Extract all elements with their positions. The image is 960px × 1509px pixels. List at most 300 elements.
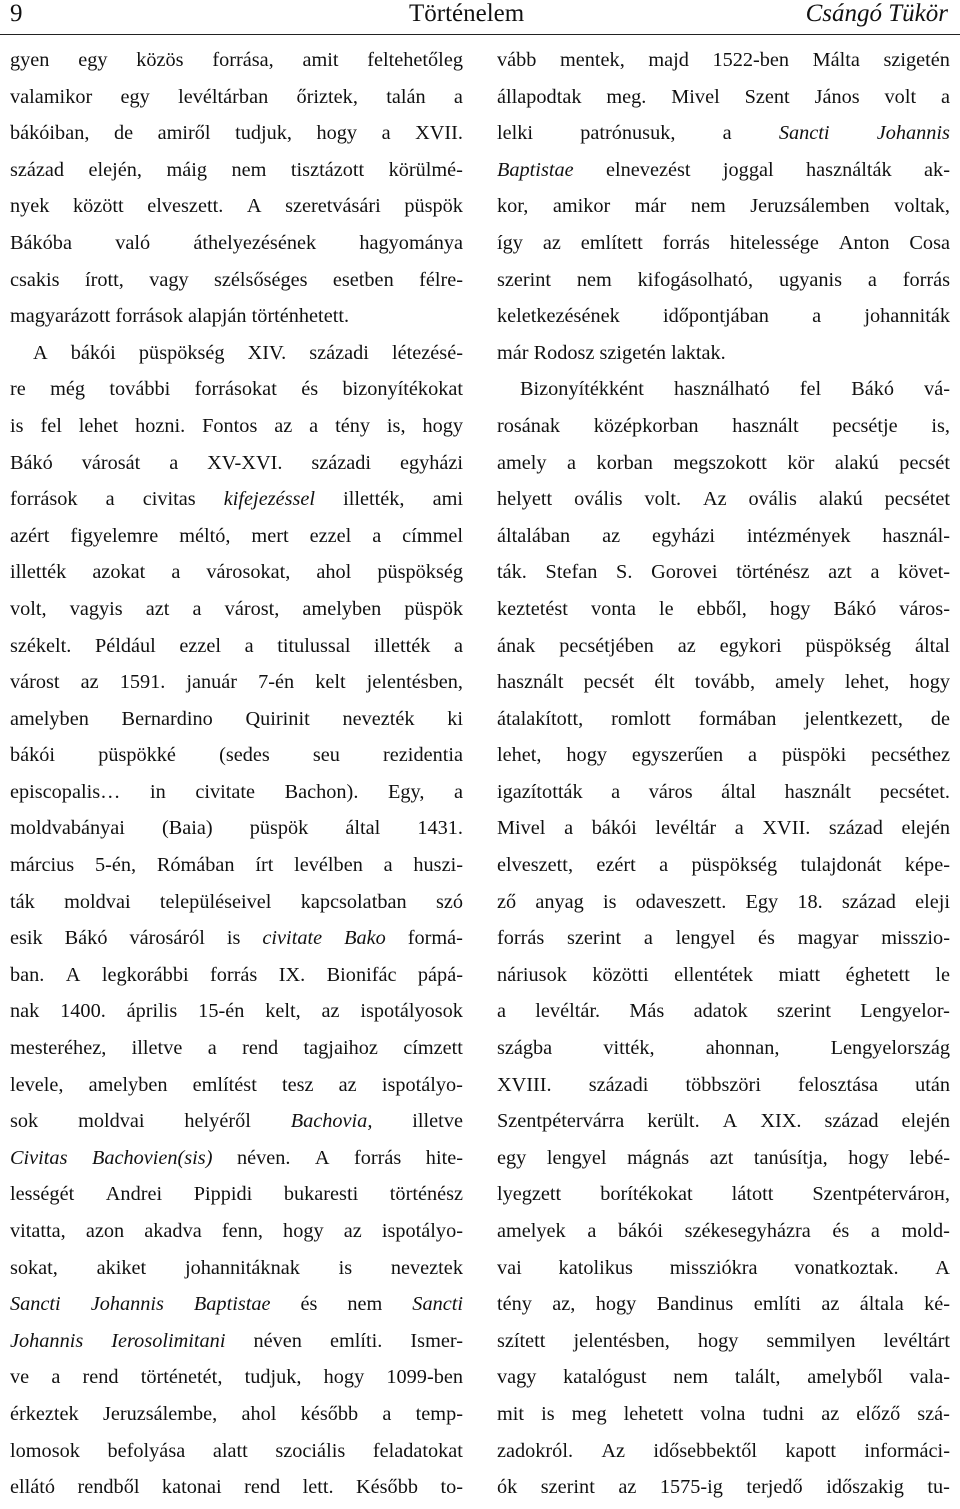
- word: forrása,: [212, 49, 274, 71]
- word: Rodosz: [533, 341, 600, 364]
- text-line: [10, 518, 463, 555]
- word: a: [734, 817, 744, 840]
- word: fel: [40, 414, 62, 437]
- text-line: [10, 1030, 463, 1067]
- word: egy: [120, 85, 150, 108]
- word: eleji: [915, 890, 950, 913]
- word: az: [602, 524, 621, 547]
- word: Andrei: [105, 1183, 163, 1206]
- word: századi: [309, 341, 369, 364]
- text-line: [10, 554, 463, 591]
- word: század: [10, 158, 65, 181]
- word: forrás: [210, 963, 258, 986]
- word: a: [453, 634, 463, 657]
- word: azért: [10, 524, 50, 547]
- word: ispotályo-: [381, 1220, 463, 1242]
- word: körülmé-: [388, 158, 463, 181]
- word: város-: [899, 597, 950, 620]
- word: lehet: [78, 414, 119, 437]
- word: voltak,: [894, 195, 950, 218]
- word: követ-: [898, 561, 950, 584]
- word: ké-: [924, 1293, 950, 1316]
- word: szerint: [776, 1000, 831, 1023]
- word: 1522-ben: [712, 49, 790, 71]
- word: S.: [616, 561, 633, 584]
- word: ovális: [748, 488, 797, 511]
- word: azt: [828, 561, 852, 584]
- word: Stefan: [545, 561, 598, 584]
- word: egyszerűen: [631, 744, 724, 767]
- word: tagjaihoz: [303, 1037, 378, 1060]
- word: Lengyelor-: [860, 1000, 950, 1023]
- text-line: [497, 1030, 950, 1067]
- word: tovább,: [694, 671, 756, 694]
- word: seu: [312, 744, 340, 767]
- word: egy: [497, 1146, 527, 1169]
- word: 5-én,: [94, 854, 137, 877]
- word: kelt,: [265, 1000, 301, 1023]
- word: gyen: [10, 49, 50, 71]
- word: elveszett,: [497, 854, 574, 877]
- word: rosának: [497, 414, 561, 437]
- word: XIX.: [760, 1110, 802, 1133]
- word: helyéről: [184, 1110, 251, 1133]
- text-line: [497, 1213, 950, 1250]
- word: hitelessége: [729, 231, 819, 254]
- word: 15-én: [198, 1000, 245, 1023]
- word: Bernardino: [121, 707, 213, 730]
- word: hogy: [697, 1329, 739, 1352]
- word: mold-: [901, 1220, 950, 1242]
- word: szerint: [567, 927, 622, 950]
- word: még: [50, 378, 86, 401]
- word: in: [149, 780, 166, 803]
- word: (Baia): [161, 817, 213, 840]
- word: feladatokat: [372, 1439, 463, 1462]
- word: való: [115, 231, 151, 254]
- word: vitatta,: [10, 1220, 66, 1242]
- word: re: [10, 378, 26, 401]
- word: hogy: [848, 1146, 889, 1169]
- word: lelki: [497, 122, 534, 145]
- word: bákói: [10, 744, 56, 767]
- word: rend: [242, 1037, 279, 1060]
- word: a: [940, 85, 950, 108]
- text-line: [497, 1176, 950, 1213]
- word: ók: [497, 1476, 518, 1499]
- word: Bákó: [851, 378, 894, 401]
- word: 1575-ig: [659, 1476, 723, 1499]
- word: nem: [347, 1293, 383, 1316]
- word: a: [722, 122, 732, 145]
- word: jelentésben,: [573, 1329, 670, 1352]
- word: tulajdonát: [800, 854, 882, 877]
- word: illették: [374, 634, 431, 657]
- word: elején: [901, 817, 950, 840]
- word: rend: [82, 1366, 119, 1389]
- word: János: [814, 85, 860, 108]
- word: A: [935, 1256, 950, 1279]
- text-line: [497, 810, 950, 847]
- word: a: [382, 1402, 392, 1425]
- page-header: [0, 0, 960, 35]
- word: adatok: [693, 1000, 748, 1023]
- word: lyegzett: [497, 1183, 562, 1206]
- text-line: [497, 188, 950, 225]
- word: a: [51, 1366, 61, 1389]
- word: Bákó: [833, 597, 877, 620]
- word: amelyben: [302, 597, 382, 620]
- word: a: [453, 780, 463, 803]
- word: egyházi: [399, 451, 463, 474]
- word: forrásokat: [194, 378, 277, 401]
- word: korban: [596, 451, 653, 474]
- word: alatt: [212, 1439, 248, 1462]
- word: forrás: [354, 1146, 402, 1169]
- word: hagyománya: [359, 231, 463, 254]
- word: tisztázott: [290, 158, 365, 181]
- word: említi: [753, 1293, 802, 1316]
- word: várost,: [224, 597, 280, 620]
- word: Bachon).: [284, 780, 359, 803]
- word: forrás: [902, 268, 950, 291]
- word: Bákó: [64, 927, 108, 950]
- word: amit: [302, 49, 339, 71]
- word: vonatkoztak.: [794, 1256, 899, 1279]
- text-line: [497, 1250, 950, 1287]
- word: hite-: [425, 1146, 463, 1169]
- text-line: [10, 1323, 463, 1360]
- word: volt.: [644, 488, 682, 511]
- text-line: [10, 298, 463, 335]
- word: Szentpétervárон,: [812, 1183, 950, 1206]
- word: félre-: [419, 268, 463, 291]
- word: bákói: [70, 341, 116, 364]
- word: 1591.: [119, 671, 166, 694]
- italic-word: Johannis: [10, 1329, 84, 1352]
- word: ak-: [924, 158, 950, 181]
- word: anyag: [535, 890, 584, 913]
- word: romlott: [611, 707, 671, 730]
- word: középkorban: [593, 414, 699, 437]
- word: A: [722, 1110, 738, 1133]
- text-line: [10, 371, 463, 408]
- word: az: [338, 1073, 357, 1096]
- text-line: [497, 1140, 950, 1177]
- word: püspök: [249, 817, 309, 840]
- text-line: [10, 1286, 463, 1323]
- word: vonta: [590, 597, 637, 620]
- text-line: [10, 1469, 463, 1506]
- word: a: [587, 1220, 597, 1242]
- word: után: [915, 1073, 950, 1096]
- word: városokat,: [206, 561, 291, 584]
- word: sokat,: [10, 1256, 58, 1279]
- word: intézmények: [746, 524, 851, 547]
- word: általa: [859, 1293, 904, 1316]
- word: város: [648, 780, 693, 803]
- word: a: [453, 85, 463, 108]
- word: többszöri: [685, 1073, 761, 1096]
- word: ispotályosok: [360, 1000, 463, 1023]
- word: ezért: [596, 854, 636, 877]
- word: a: [169, 451, 179, 474]
- word: ezzel: [309, 524, 352, 547]
- word: huszi-: [413, 854, 463, 877]
- word: az: [821, 1402, 840, 1425]
- word: bákóiban,: [10, 122, 90, 145]
- word: Pippidi: [193, 1183, 253, 1206]
- word: amelyben: [88, 1073, 168, 1096]
- word: ának: [497, 634, 536, 657]
- word: Bákóba: [10, 231, 72, 254]
- text-line: [10, 115, 463, 152]
- word: a: [171, 561, 181, 584]
- word: a: [870, 561, 880, 584]
- word: áthelyezésének: [193, 231, 317, 254]
- word: ezzel: [179, 634, 222, 657]
- word: érkeztek: [10, 1402, 79, 1425]
- word: használták: [806, 158, 892, 181]
- word: szerint: [497, 268, 552, 291]
- word: tény: [497, 1293, 532, 1316]
- word: szeretvásári: [285, 195, 381, 218]
- word: bizonyítékokat: [342, 378, 463, 401]
- text-line: [497, 115, 950, 152]
- word: ugyanis: [778, 268, 843, 291]
- text-line: [10, 1140, 463, 1177]
- word: befolyása: [107, 1439, 186, 1462]
- word: egykori: [719, 634, 782, 657]
- text-line: [497, 1469, 950, 1506]
- word: amely: [775, 671, 825, 694]
- word: lebé-: [909, 1146, 950, 1169]
- word: is,: [931, 414, 950, 437]
- word: alapján: [187, 305, 252, 328]
- word: nem: [673, 1366, 709, 1389]
- word: ban.: [10, 963, 45, 986]
- word: hogy: [909, 671, 950, 694]
- word: civitate: [195, 780, 256, 803]
- text-line: [10, 481, 463, 518]
- word: bukaresti: [283, 1183, 359, 1206]
- text-line: [497, 371, 950, 408]
- word: egyházi: [651, 524, 716, 547]
- word: amelyből: [807, 1366, 883, 1389]
- word: 1099-ben: [386, 1366, 463, 1389]
- word: ellentétek: [674, 963, 753, 986]
- word: kapott: [785, 1439, 837, 1462]
- word: A: [314, 1146, 330, 1169]
- word: XIV.: [247, 341, 287, 364]
- italic-word: Sancti: [412, 1293, 463, 1316]
- word: tudjuk,: [235, 122, 292, 145]
- word: valamikor: [10, 85, 93, 108]
- word: által: [915, 634, 950, 657]
- word: tény: [335, 414, 371, 437]
- word: által: [721, 780, 757, 803]
- word: nem: [690, 195, 726, 218]
- word: XVII.: [762, 817, 811, 840]
- word: volna: [700, 1402, 746, 1425]
- text-line: [10, 1433, 463, 1470]
- word: levélben: [294, 854, 363, 877]
- word: éghetett: [845, 963, 910, 986]
- word: amelyek: [497, 1220, 566, 1242]
- word: a: [867, 268, 877, 291]
- word: A: [246, 195, 262, 218]
- word: Az: [601, 1439, 626, 1462]
- text-line: [10, 920, 463, 957]
- word: történhetett.: [251, 305, 350, 328]
- text-line: [10, 774, 463, 811]
- word: patrónusuk,: [580, 122, 676, 145]
- word: címmel: [402, 524, 463, 547]
- word: Ismer-: [410, 1329, 463, 1352]
- word: Cosa: [909, 231, 950, 254]
- word: alakú: [818, 488, 863, 511]
- word: időszakig: [826, 1476, 904, 1499]
- word: vagy: [149, 268, 189, 291]
- word: kelt: [315, 671, 346, 694]
- text-line: [497, 774, 950, 811]
- text-line: [497, 957, 950, 994]
- word: tu-: [927, 1476, 950, 1499]
- word: írt: [255, 854, 274, 877]
- word: vai: [497, 1256, 522, 1279]
- word: hogy: [566, 744, 607, 767]
- word: miatt: [778, 963, 821, 986]
- word: szó: [435, 890, 463, 913]
- word: forrás: [497, 927, 545, 950]
- text-line: [10, 262, 463, 299]
- word: meg: [571, 1402, 607, 1425]
- word: mesteréhez,: [10, 1037, 107, 1060]
- word: elején,: [88, 158, 143, 181]
- word: mágnás: [627, 1146, 690, 1169]
- word: a: [244, 634, 254, 657]
- word: vitték,: [603, 1037, 655, 1060]
- word: tudjuk,: [244, 1366, 302, 1389]
- word: ellátó: [10, 1476, 56, 1499]
- word: esetben: [332, 268, 394, 291]
- word: címzett: [403, 1037, 463, 1060]
- word: illették,: [343, 488, 405, 511]
- text-line: [10, 847, 463, 884]
- text-line: [10, 152, 463, 189]
- word: moldvai: [78, 1110, 145, 1133]
- text-line: [497, 920, 950, 957]
- word: időpontjában: [662, 305, 769, 328]
- text-line: [497, 628, 950, 665]
- word: katolikus: [558, 1256, 633, 1279]
- word: szágba: [497, 1037, 553, 1060]
- page-number: 9: [10, 0, 23, 27]
- word: idősebbektől: [653, 1439, 757, 1462]
- word: városát: [81, 451, 141, 474]
- word: Jeruzsálemben: [750, 195, 870, 218]
- word: szá-: [917, 1402, 950, 1425]
- word: elveszett.: [147, 195, 224, 218]
- word: XVIII.: [497, 1073, 552, 1096]
- word: azt: [145, 597, 170, 620]
- word: XV-XVI.: [207, 451, 283, 474]
- word: néven.: [236, 1146, 291, 1169]
- word: által: [345, 817, 381, 840]
- word: 1400.: [60, 1000, 106, 1023]
- word: talán: [386, 85, 426, 108]
- word: pecséthez: [871, 744, 950, 767]
- word: vala-: [909, 1366, 950, 1389]
- word: elnevezést: [606, 158, 691, 181]
- word: legkorábbi: [101, 963, 189, 986]
- word: Jeruzsálembe,: [102, 1402, 218, 1425]
- word: episcopalis…: [10, 780, 121, 803]
- word: az: [321, 1000, 340, 1023]
- text-line: [497, 993, 950, 1030]
- word: tanúsítja,: [753, 1146, 828, 1169]
- word: laktak.: [671, 341, 726, 364]
- word: levéltár.: [535, 1000, 601, 1023]
- word: és: [832, 1220, 850, 1242]
- word: Rómában: [156, 854, 235, 877]
- word: IX.: [278, 963, 306, 986]
- text-line: [10, 445, 463, 482]
- word: kor,: [497, 195, 529, 218]
- word: XVII.: [415, 122, 463, 145]
- word: terjedő: [746, 1476, 803, 1499]
- word: ző: [497, 890, 517, 913]
- word: hogy: [316, 122, 358, 145]
- word: ták.: [497, 561, 527, 584]
- word: vá-: [924, 378, 950, 401]
- word: említést: [192, 1073, 257, 1096]
- word: létezésé-: [392, 341, 463, 364]
- word: és: [758, 927, 775, 950]
- word: Málta: [812, 49, 860, 71]
- word: városáról: [129, 927, 205, 950]
- word: fel: [799, 378, 822, 401]
- word: misszio-: [881, 927, 950, 950]
- word: közös: [136, 49, 184, 71]
- word: a: [372, 524, 382, 547]
- word: azon: [85, 1220, 125, 1242]
- word: használt: [784, 780, 852, 803]
- word: nak: [10, 1000, 40, 1023]
- word: lehet,: [844, 671, 890, 694]
- word: pecsétje: [832, 414, 898, 437]
- word: johannitáknak: [184, 1256, 300, 1279]
- word: Mivel: [671, 85, 720, 108]
- word: (sedes: [219, 744, 270, 767]
- word: március: [10, 854, 75, 877]
- word: század: [828, 817, 883, 840]
- word: Más: [629, 1000, 665, 1023]
- word: pecsétet.: [879, 780, 950, 803]
- italic-word: Bako: [344, 927, 386, 950]
- text-line: [497, 298, 950, 335]
- text-line: [497, 884, 950, 921]
- word: közötti: [592, 963, 649, 986]
- word: püspöki: [781, 744, 847, 767]
- word: formában: [698, 707, 777, 730]
- text-line: [10, 701, 463, 738]
- word: az: [80, 671, 99, 694]
- word: jelentkezett,: [804, 707, 903, 730]
- word: már: [634, 195, 667, 218]
- text-line: [497, 847, 950, 884]
- word: amiről: [157, 122, 211, 145]
